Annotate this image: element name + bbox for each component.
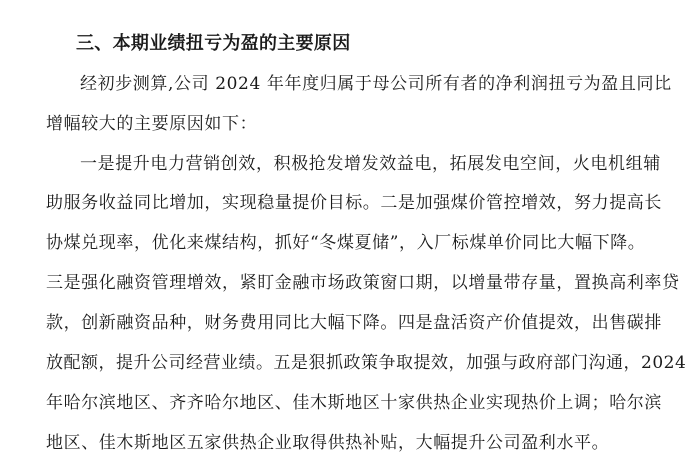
paragraph-line: 放配额，提升公司经营业绩。五是狠抓政策争取提效，加强与政府部门沟通，2024 (46, 353, 687, 373)
section-heading: 三、本期业绩扭亏为盈的主要原因 (76, 33, 351, 54)
paragraph-line: 增幅较大的主要原因如下： (46, 114, 258, 134)
paragraph-line: 款，创新融资品种，财务费用同比大幅下降。四是盘活资产价值提效，出售碳排 (46, 313, 662, 333)
paragraph-line: 协煤兑现率，优化来煤结构，抓好“冬煤夏储”，入厂标煤单价同比大幅下降。 (46, 233, 646, 253)
paragraph-line: 年哈尔滨地区、齐齐哈尔地区、佳木斯地区十家供热企业实现热价上调；哈尔滨 (46, 393, 662, 413)
paragraph-line: 一是提升电力营销创效，积极抢发增发效益电，拓展发电空间，火电机组辅 (80, 154, 661, 174)
paragraph-line: 经初步测算,公司 2024 年年度归属于母公司所有者的净利润扭亏为盈且同比 (80, 74, 672, 94)
paragraph-line: 助服务收益同比增加，实现稳量提价目标。二是加强煤价管控增效，努力提高长 (46, 193, 662, 213)
paragraph-line: 地区、佳木斯地区五家供热企业取得供热补贴，大幅提升公司盈利水平。 (46, 433, 610, 453)
paragraph-line: 三是强化融资管理增效，紧盯金融市场政策窗口期，以增量带存量，置换高利率贷 (46, 273, 680, 293)
